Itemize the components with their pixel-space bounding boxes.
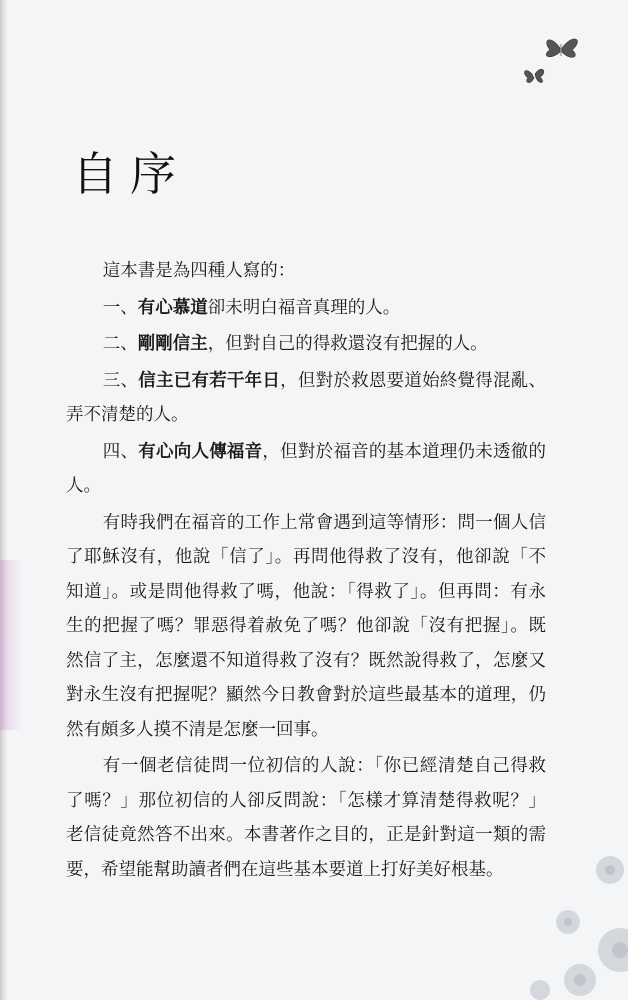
flower-icon	[520, 830, 628, 1000]
paragraph: 二、剛剛信主，但對自己的得救還沒有把握的人。	[102, 334, 488, 354]
paragraph: 有一個老信徒問一位初信的人說：「你已經清楚自己得救了嗎？」那位初信的人卻反問說：「怎樣才算清楚得救呢？」老信徒竟然答不出來。本書著作之目的，正是針對這一類的需要，希望能幫助讀者們在這些基本要道上打好美好根基。	[66, 756, 546, 880]
paragraph: 四、有心向人傳福音，但對於福音的基本道理仍未透徹的人。	[66, 441, 547, 496]
page-tint	[0, 560, 22, 730]
paragraph: 有時我們在福音的工作上常會遇到這等情形：問一個人信了耶穌沒有，他說「信了」。再問他得救了沒有，他卻說「不知道」。或是問他得救了嗎，他說：「得救了」。但再問：有永生的把握了嗎？罪惡得着赦免了嗎？他卻說「沒有把握」。既然信了主，怎麼還不知道得救了沒有？既然說得救了，怎麼又對永生沒有把握呢？顯然今日教會對於這些最基本的道理，仍然有頗多人摸不清是怎麼一回事。	[66, 512, 546, 740]
page-title: 自序	[72, 147, 188, 201]
butterfly-icon	[520, 30, 590, 90]
page-edge	[0, 0, 8, 1000]
paragraph: 三、信主已有若干年日，但對於救恩要道始終覺得混亂、弄不清楚的人。	[66, 370, 547, 425]
paragraph: 這本書是為四種人寫的：	[102, 261, 296, 281]
paragraph: 一、有心慕道卻未明白福音真理的人。	[102, 297, 401, 318]
preface-body	[66, 254, 546, 889]
